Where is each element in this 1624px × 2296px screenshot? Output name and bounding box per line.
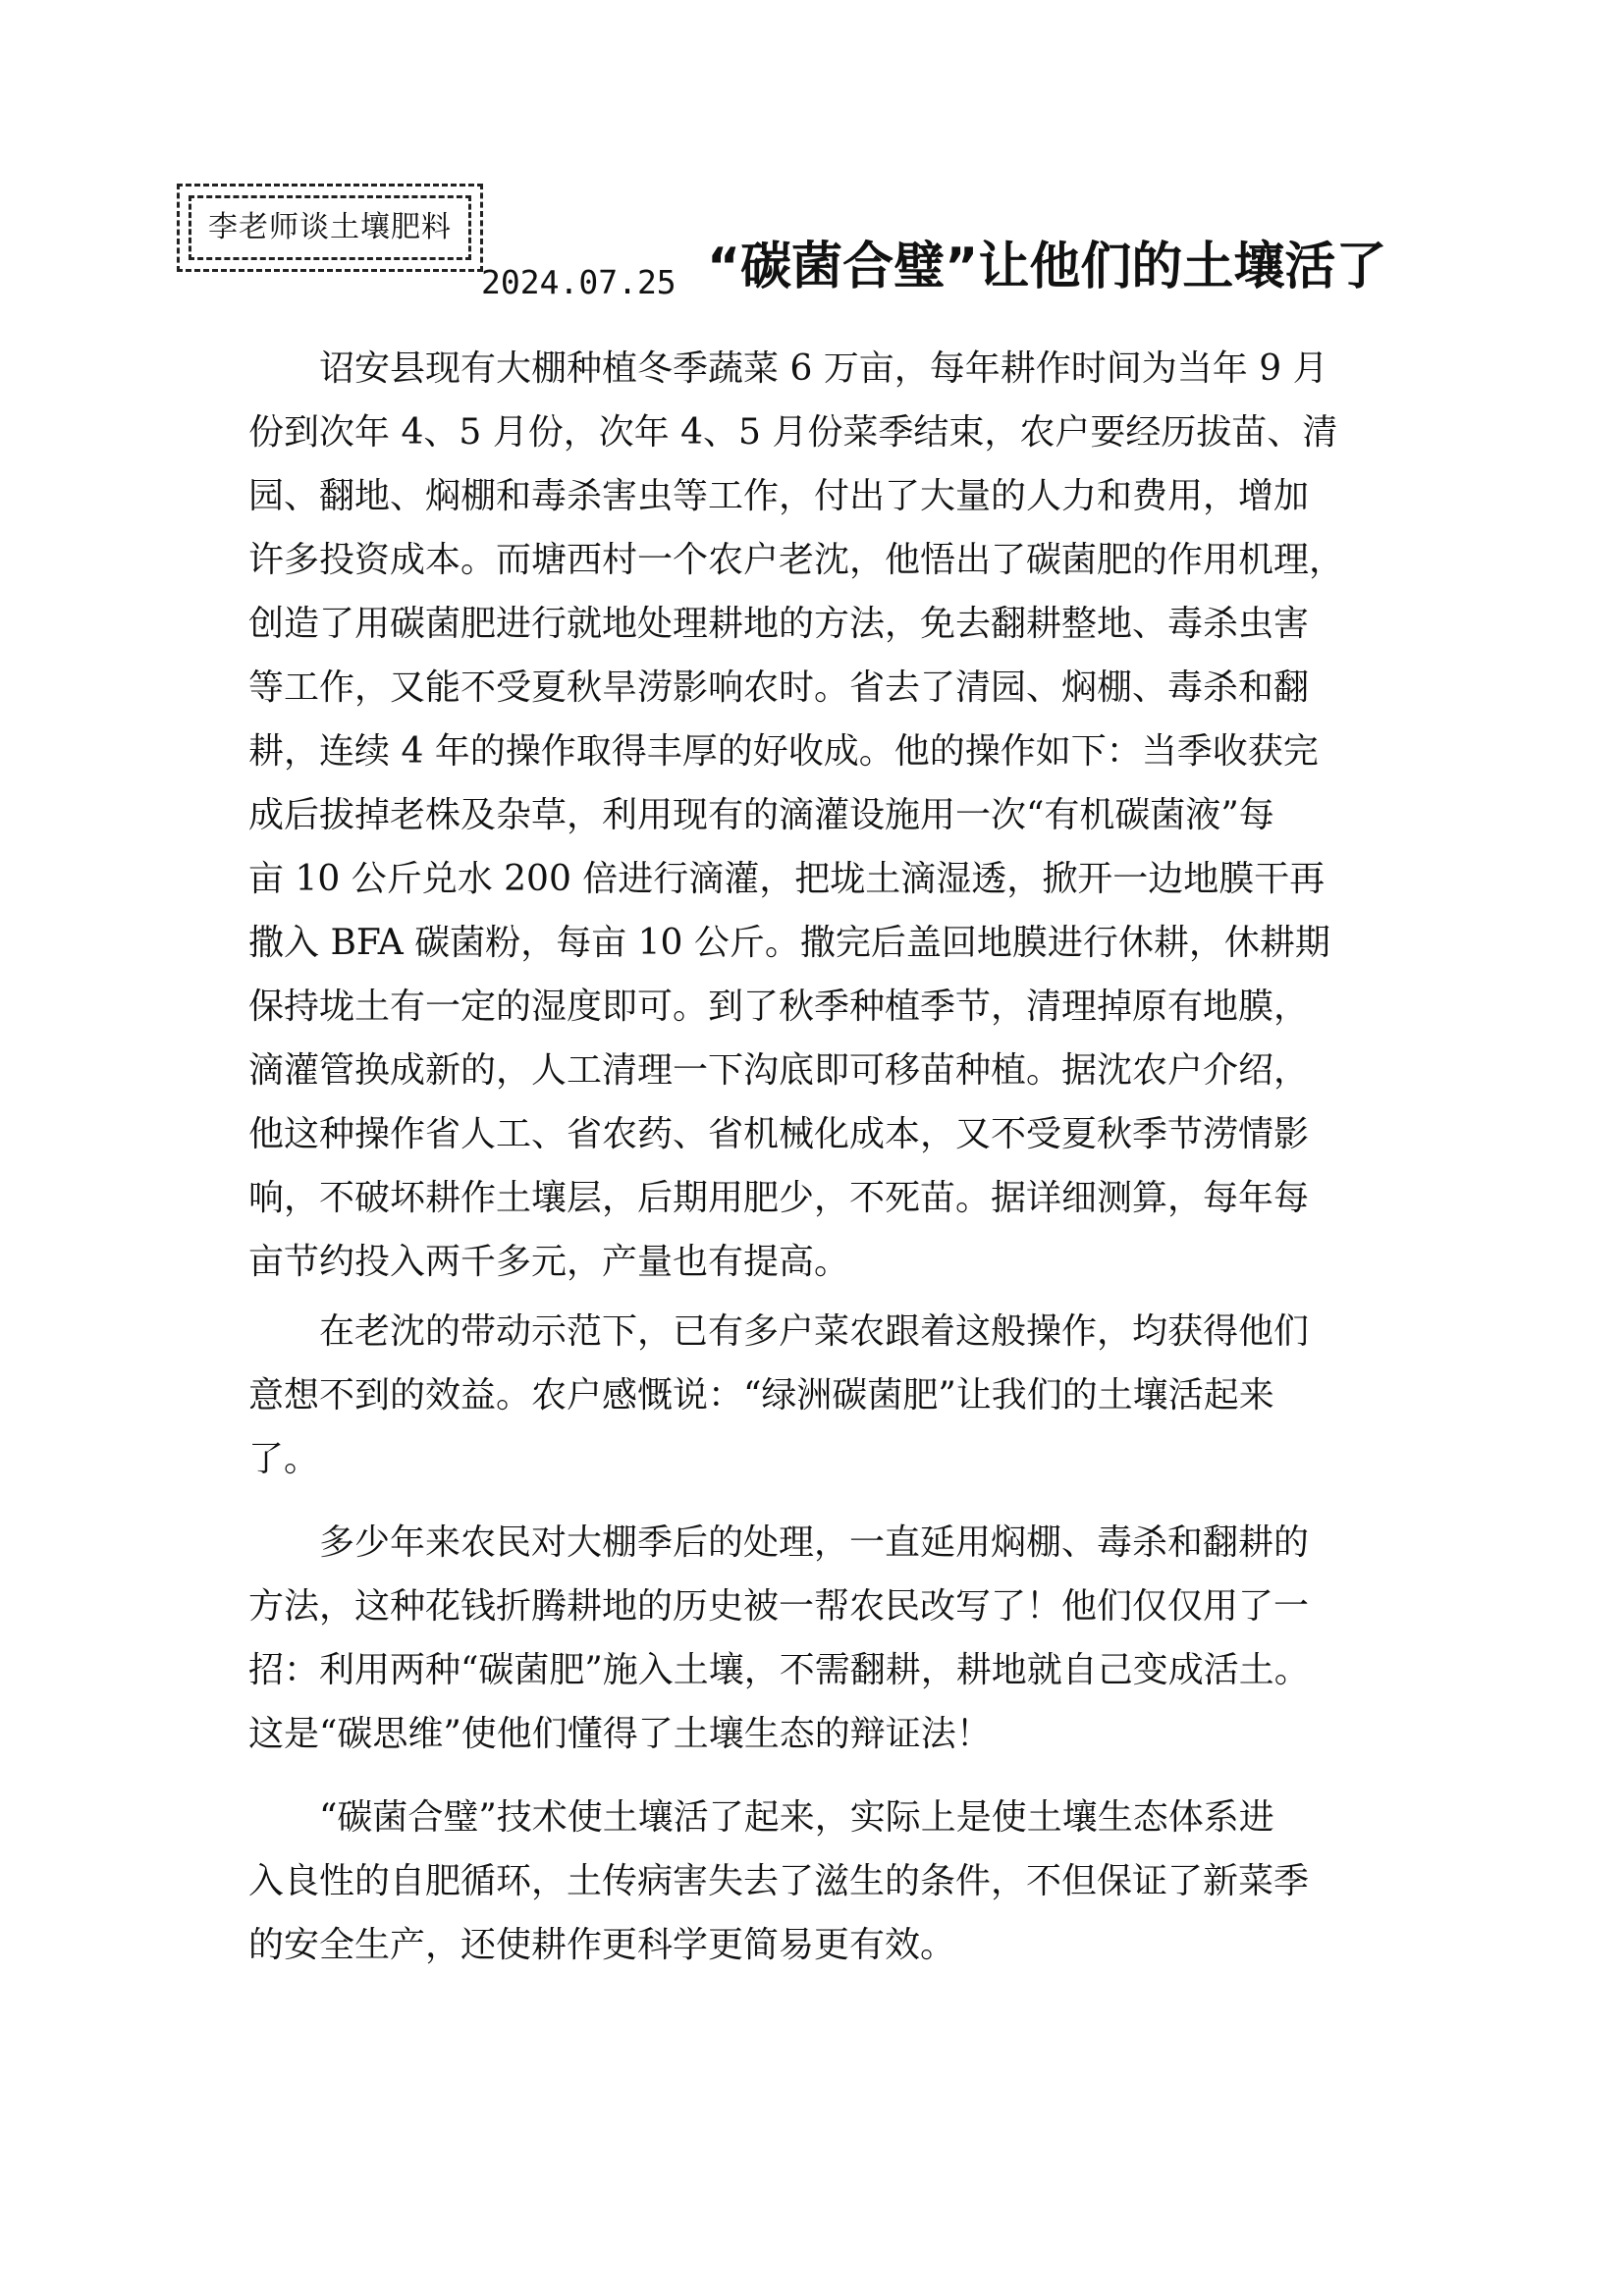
article-body [248, 337, 1387, 1977]
article-date: 2024.07.25 [481, 263, 677, 301]
paragraph-1: 诏安县现有大棚种植冬季蔬菜 6 万亩，每年耕作时间为当年 9 月 份到次年 4、5 月份，次年 4、5 月份菜季结束，农户要经历拔苗、清 园、翻地、焖棚和毒杀害虫等工作，付出了大量的人力和费用，增加 许多投资成本。而塘西村一个农户老沈，他悟出了碳菌肥的作用机理， 创造了用碳菌肥进行就地处理耕地的方法，免去翻耕整地、毒杀虫害 等工作，又能不受夏秋旱涝影响农时。省去了清园、焖棚、毒杀和翻 耕，连续 4 年的操作取得丰厚的好收成。他的操作如下：当季收获完 成后拔掉老株及杂草，利用现有的滴灌设施用一次“有机碳菌液”每 亩 10 公斤兑水 200 倍进行滴灌，把垅土滴湿透，掀开一边地膜干再 撒入 BFA 碳菌粉，每亩 10 公斤。撒完后盖回地膜进行休耕，休耕期 保持垅土有一定的湿度即可。到了秋季种植季节，清理掉原有地膜， 滴灌管换成新的，人工清理一下沟底即可移苗种植。据沈农户介绍， 他这种操作省人工、省农药、省机械化成本，又不受夏秋季节涝情影 响，不破坏耕作土壤层，后期用肥少，不死苗。据详细测算，每年每 亩节约投入两千多元，产量也有提高。 [248, 348, 1345, 1282]
column-stamp [177, 184, 483, 272]
column-label: 李老师谈土壤肥料 [208, 210, 452, 244]
paragraph-2: 在老沈的带动示范下，已有多户菜农跟着这般操作，均获得他们 意想不到的效益。农户感慨说：“绿洲碳菌肥”让我们的土壤活起来 了。 [248, 1311, 1310, 1479]
article-title: “碳菌合璧”让他们的土壤活了 [707, 238, 1387, 296]
paragraph-4: “碳菌合璧”技术使土壤活了起来，实际上是使土壤生态体系进 入良性的自肥循环，土传病害失去了滋生的条件，不但保证了新菜季 的安全生产，还使耕作更科学更简易更有效。 [248, 1797, 1310, 1965]
paragraph-3: 多少年来农民对大棚季后的处理，一直延用焖棚、毒杀和翻耕的 方法，这种花钱折腾耕地的历史被一帮农民改写了！他们仅仅用了一 招：利用两种“碳菌肥”施入土壤，不需翻耕，耕地就自己变成活土。 这是“碳思维”使他们懂得了土壤生态的辩证法！ [248, 1522, 1310, 1754]
